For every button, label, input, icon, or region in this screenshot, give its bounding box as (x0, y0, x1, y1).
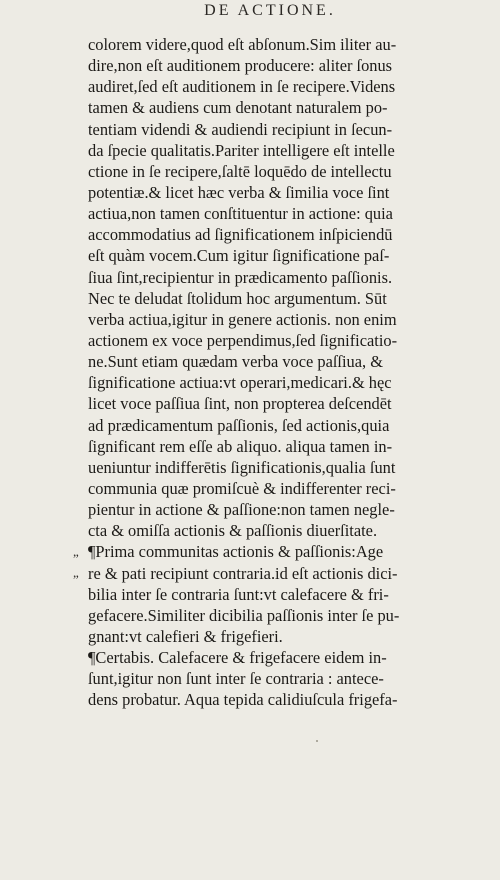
text-line: dens probatur. Aqua tepida calidiuſcula frigefa‑ (88, 690, 398, 710)
text-line: ne.Sunt etiam quædam verba voce paſſiua, & (88, 352, 383, 372)
text-line: ſiua ſint,recipientur in prædicamento paſſionis. (88, 267, 393, 287)
text-line: ¶Certabis. Calefacere & frigefacere eidem in‑ (88, 648, 387, 668)
text-line: da ſpecie qualitatis.Pariter intelligere eſt intelle (88, 140, 395, 160)
text-line: dire,non eſt auditionem producere: aliter ſonus (88, 56, 393, 76)
text-line: licet voce paſſiua ſint, non propterea deſcendēt (88, 394, 392, 414)
text-line: potentiæ.& licet hæc verba & ſimilia voce ſint (88, 182, 390, 202)
text-line: actionem ex voce perpendimus,ſed ſignificatio‑ (88, 330, 398, 350)
text-line: bilia inter ſe contraria ſunt:vt calefacere & fri‑ (88, 584, 389, 604)
text-line: pientur in actione & paſſione:non tamen negle‑ (88, 500, 395, 520)
text-line: cta & omiſſa actionis & paſſionis diuerſitate. (88, 521, 378, 541)
text-line: re & pati recipiunt contraria.id eſt actionis dici‑ (88, 563, 398, 583)
running-header: DE ACTIONE. (204, 2, 336, 19)
text-line: ſignificatione actiua:vt operari,medicari.& hęc (88, 373, 392, 393)
text-line: ad prædicamentum paſſionis, ſed actionis,quia (88, 415, 390, 435)
text-line: ctione in ſe recipere,ſaltē loquēdo de intellectu (88, 161, 392, 181)
text-line: ſignificant rem eſſe ab aliquo. aliqua tamen in‑ (88, 436, 393, 456)
text-line: gefacere.Similiter dicibilia paſſionis inter ſe pu‑ (88, 605, 400, 625)
text-line: accommodatius ad ſignificationem inſpiciendū (88, 225, 393, 245)
text-line: gnant:vt calefieri & frigefieri. (88, 626, 283, 646)
text-line: ſunt,igitur non ſunt inter ſe contraria : antece‑ (88, 669, 384, 689)
text-line: tamen & audiens cum denotant naturalem po‑ (88, 98, 388, 118)
text-line: audiret,ſed eſt auditionem in ſe recipere.Videns (88, 77, 396, 97)
text-line: verba actiua,igitur in genere actionis. non enim (88, 309, 397, 329)
text-line: ¶Prima communitas actionis & paſſionis:Age (88, 542, 384, 562)
margin-marker: „ (73, 543, 79, 559)
text-line: communia quæ promiſcuè & indifferenter reci‑ (88, 478, 396, 498)
text-line: ueniuntur indifferētis ſignificationis,qualia ſunt (88, 457, 396, 477)
text-line: tentiam videndi & audiendi recipiunt in ſecun‑ (88, 119, 393, 139)
body-text (88, 34, 483, 711)
margin-marker: „ (73, 564, 79, 580)
paper-speck (316, 740, 318, 742)
text-line: eſt quàm vocem.Cum igitur ſignificatione paſ‑ (88, 246, 390, 266)
text-line: Nec te deludat ſtolidum hoc argumentum. Sūt (88, 288, 387, 308)
text-line: colorem videre,quod eſt abſonum.Sim iliter au‑ (88, 35, 397, 54)
text-line: actiua,non tamen conſtituentur in actione: quia (88, 204, 393, 224)
